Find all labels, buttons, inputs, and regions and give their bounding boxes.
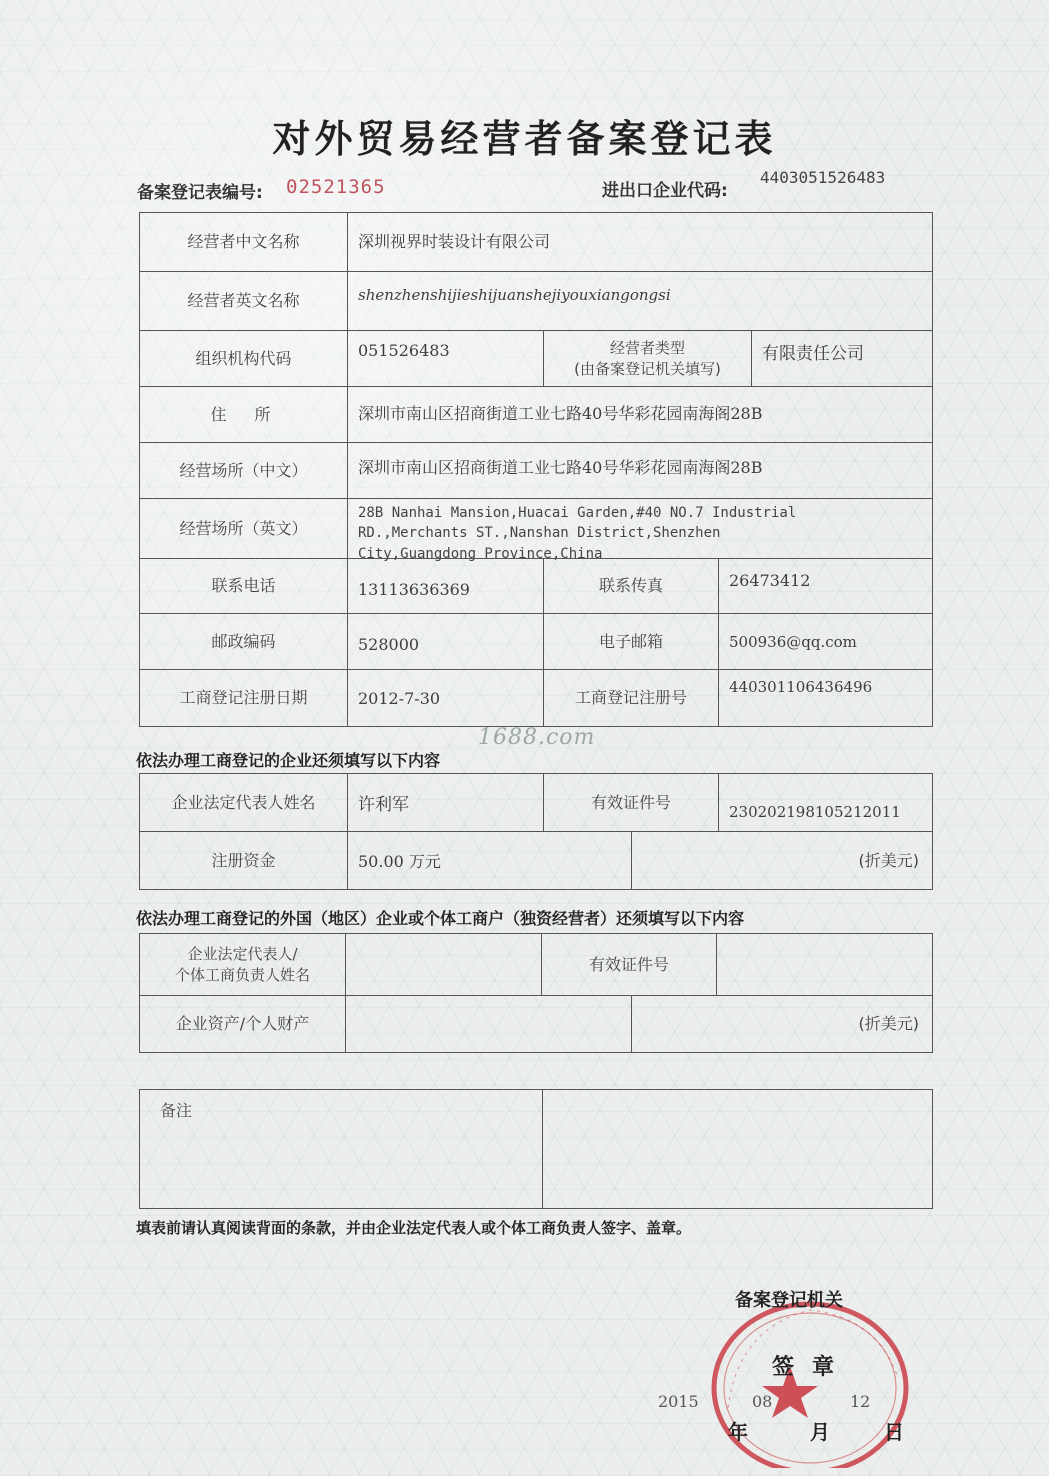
address-value: 深圳市南山区招商街道工业七路40号华彩花园南海阁28B	[358, 404, 763, 423]
authority-label: 备案登记机关	[735, 1290, 843, 1311]
capital-value: 50.00 万元	[348, 832, 632, 889]
date-month-handwritten: 08	[752, 1392, 773, 1411]
premises-en-label: 经营场所（英文）	[140, 499, 348, 558]
operator-type-label: 经营者类型 (由备案登记机关填写)	[544, 331, 752, 386]
legal-rep-value: 许利军	[348, 774, 544, 831]
name-en-label: 经营者英文名称	[140, 272, 348, 330]
table-row	[140, 213, 932, 272]
remarks-table	[139, 1089, 933, 1209]
assets-value	[346, 996, 632, 1052]
premises-en-value: 28B Nanhai Mansion,Huacai Garden,#40 NO.7 Industrial RD.,Merchants ST.,Nanshan District,Shenzhen City,Guangdong Province,China	[358, 505, 797, 562]
date-year-handwritten: 2015	[658, 1392, 699, 1411]
table-row	[140, 443, 932, 499]
id-number-label: 有效证件号	[544, 774, 719, 831]
foreign-enterprise-table	[139, 933, 933, 1053]
year-label: 年	[728, 1420, 748, 1444]
table-row	[140, 272, 932, 331]
reg-no-value: 440301106436496	[729, 678, 873, 696]
reg-date-label: 工商登记注册日期	[140, 670, 348, 726]
foreign-rep-label: 企业法定代表人/ 个体工商负责人姓名	[140, 934, 346, 995]
main-info-table	[139, 212, 933, 727]
address-label: 住 所	[140, 387, 348, 442]
table-row	[140, 387, 932, 443]
capital-usd-label: (折美元)	[858, 850, 919, 870]
foreign-id-value	[717, 934, 929, 995]
id-number-value: 230202198105212011	[729, 802, 901, 821]
table-row	[140, 331, 932, 387]
name-cn-label: 经营者中文名称	[140, 213, 348, 271]
table-row	[140, 670, 932, 726]
section-enterprise-heading: 依法办理工商登记的企业还须填写以下内容	[136, 751, 441, 770]
premises-cn-value: 深圳市南山区招商街道工业七路40号华彩花园南海阁28B	[358, 458, 763, 477]
postcode-label: 邮政编码	[140, 614, 348, 669]
month-label: 月	[810, 1420, 830, 1444]
reg-date-value: 2012-7-30	[348, 670, 544, 726]
table-row	[140, 996, 932, 1052]
day-label: 日	[884, 1420, 904, 1444]
remarks-label: 备注	[140, 1090, 543, 1208]
phone-label: 联系电话	[140, 559, 348, 613]
name-en-value: shenzhenshijieshijuanshejiyouxiangongsi	[358, 286, 671, 304]
reg-no-label: 工商登记注册号	[544, 670, 719, 726]
table-row	[140, 499, 932, 562]
email-value: 500936@qq.com	[729, 632, 857, 651]
premises-cn-label: 经营场所（中文）	[140, 443, 348, 498]
org-code-label: 组织机构代码	[140, 331, 348, 386]
section-foreign-heading: 依法办理工商登记的外国（地区）企业或个体工商户（独资经营者）还须填写以下内容	[136, 909, 745, 928]
footer-note: 填表前请认真阅读背面的条款，并由企业法定代表人或个体工商负责人签字、盖章。	[136, 1219, 692, 1237]
table-row	[140, 614, 932, 670]
fax-label: 联系传真	[544, 559, 719, 613]
table-row	[140, 1090, 932, 1208]
assets-label: 企业资产/个人财产	[140, 996, 346, 1052]
foreign-rep-value	[346, 934, 542, 995]
enterprise-table	[139, 773, 933, 890]
date-day-handwritten: 12	[850, 1392, 871, 1411]
org-code-value: 051526483	[348, 331, 544, 386]
watermark: 1688.com	[478, 725, 596, 750]
remarks-value	[543, 1090, 929, 1208]
table-row	[140, 934, 932, 996]
form-title: 对外贸易经营者备案登记表	[272, 117, 777, 161]
postcode-value: 528000	[348, 614, 544, 669]
capital-label: 注册资金	[140, 832, 348, 889]
name-cn-value: 深圳视界时装设计有限公司	[358, 232, 551, 251]
signature-seal-label: 签章	[772, 1355, 853, 1380]
record-number-label: 备案登记表编号:	[137, 183, 263, 203]
legal-rep-label: 企业法定代表人姓名	[140, 774, 348, 831]
operator-type-value: 有限责任公司	[762, 344, 864, 364]
table-row	[140, 774, 932, 832]
record-number: 02521365	[286, 176, 386, 198]
fax-value: 26473412	[729, 571, 811, 590]
email-label: 电子邮箱	[544, 614, 719, 669]
company-code: 4403051526483	[760, 168, 886, 187]
table-row	[140, 559, 932, 614]
table-row	[140, 832, 932, 889]
assets-usd-label: (折美元)	[858, 1014, 919, 1034]
company-code-label: 进出口企业代码:	[602, 181, 728, 201]
foreign-id-label: 有效证件号	[542, 934, 717, 995]
phone-value: 13113636369	[348, 559, 544, 613]
